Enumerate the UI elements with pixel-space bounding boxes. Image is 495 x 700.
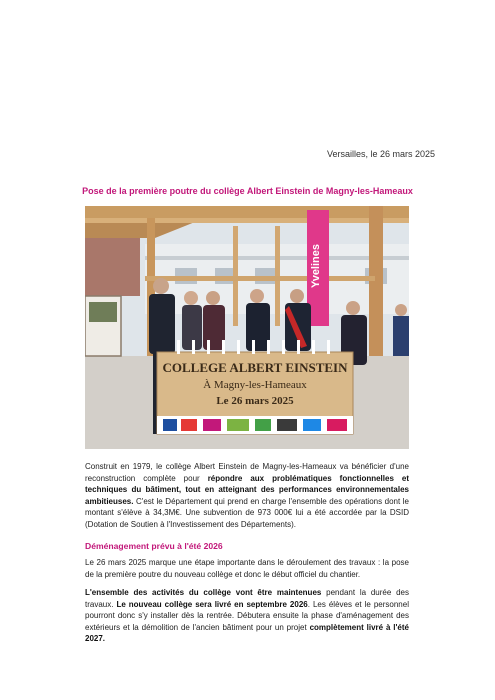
banner-text: Yvelines — [310, 243, 322, 289]
sign-line-1: COLLEGE ALBERT EINSTEIN — [162, 360, 348, 375]
para3-run: Le nouveau collège sera livré en septembre 2026 — [116, 599, 308, 609]
partner-logos — [163, 419, 347, 431]
schedule-paragraph: Le 26 mars 2025 marque une étape importante dans le déroulement des travaux : la pose de la première poutre du nouveau collège et donc le début officiel du chantier. — [85, 558, 409, 579]
date-line: Versailles, le 26 mars 2025 — [326, 149, 435, 159]
delivery-paragraph — [85, 587, 409, 645]
section-title: Déménagement prévu à l'été 2026 — [85, 541, 223, 551]
para3-run: complètement livré à l'été 2027. — [85, 622, 409, 643]
para3-run: L'ensemble des activités du collège vont être maintenues — [85, 588, 322, 597]
intro-paragraph — [85, 461, 409, 530]
para3-run: . Les élèves et le personnel pourront donc s'y installer dès la rentrée. Débutera ensuite la phase d'aménagement des extérieurs et la démolition de l'ancien bâtiment pour un projet — [85, 599, 409, 632]
para3-run: pendant la durée des travaux. — [85, 588, 409, 609]
intro-run: répondre aux problématiques fonctionnelles et techniques du bâtiment, tout en atteignant des performances environnementales ambitieuses. — [85, 473, 409, 506]
intro-run: C'est le Département qui prend en charge l'ensemble des opérations dont le montant s'élève à 34,3M€. Une subvention de 973 000€ lui a été accordée par la DSID (Dotation de Soutien à l'Investissement des Départements). — [85, 496, 409, 529]
sign-line-3: Le 26 mars 2025 — [216, 395, 294, 407]
ceremony-photo — [85, 206, 409, 449]
page-title: Pose de la première poutre du collège Albert Einstein de Magny-les-Hameaux — [82, 186, 413, 196]
sign-line-2: À Magny-les-Hameaux — [203, 379, 307, 391]
intro-run: Construit en 1979, le collège Albert Einstein de Magny-les-Hameaux va bénéficier d'une reconstruction complète pour — [85, 462, 409, 483]
